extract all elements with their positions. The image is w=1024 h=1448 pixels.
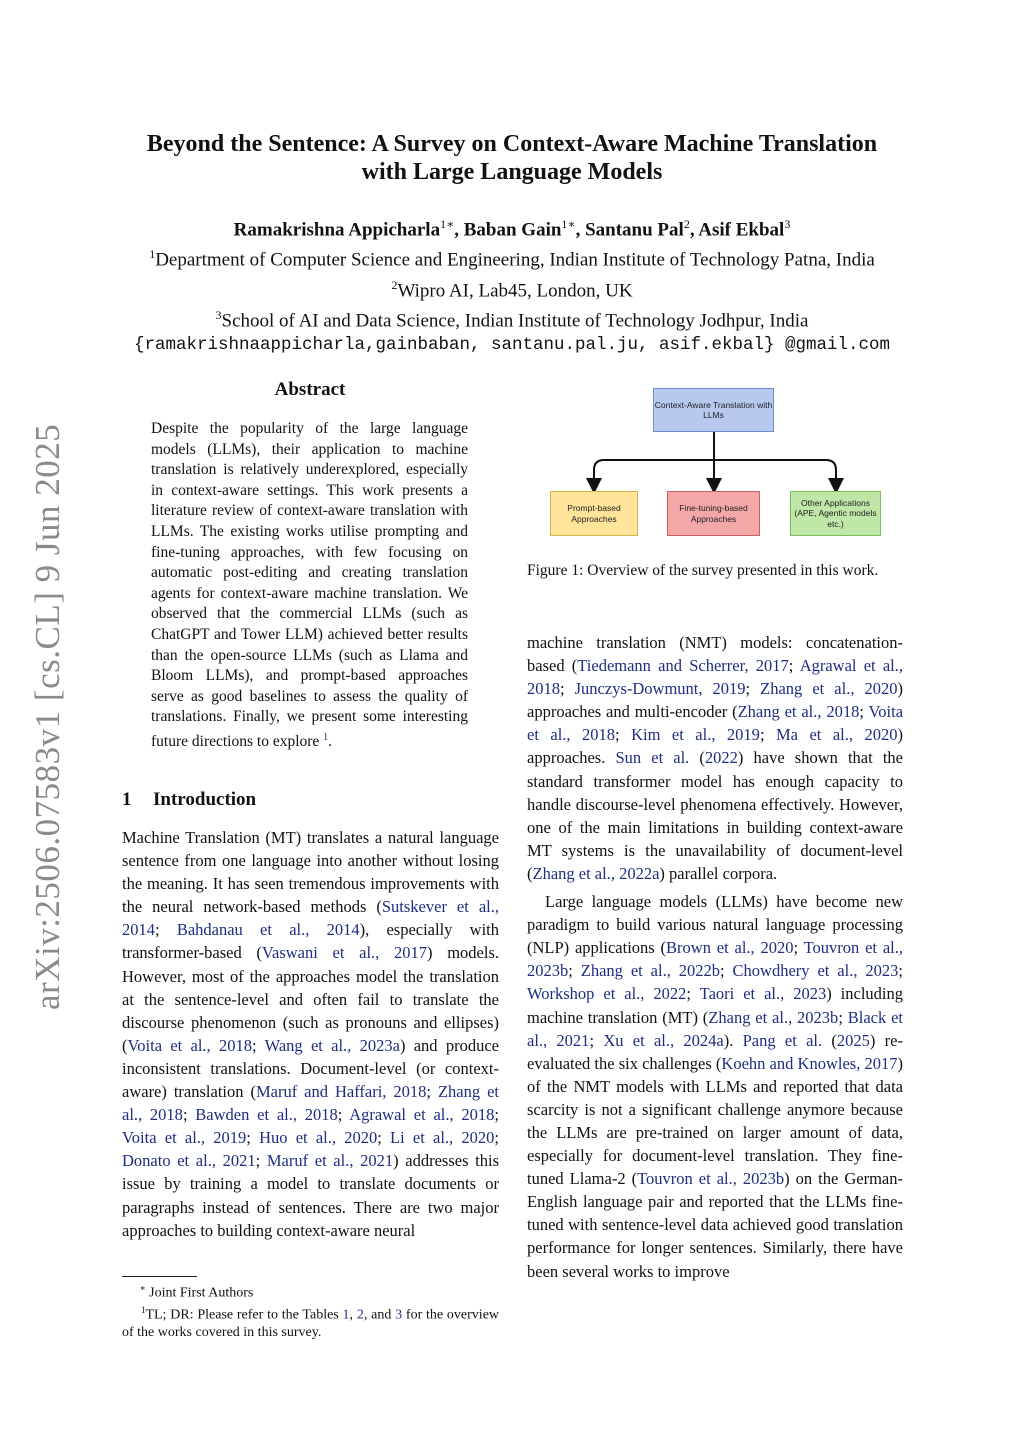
abstract-text: Despite the popularity of the large language models (LLMs), their application to machine translation is relatively underexplored, especially in context-aware settings. This work presents a literature review of context-aware translation with LLMs. The existing works utilise prompting and fine-tuning approaches, with few focusing on automatic post-editing and creating translation agents for context-aware machine translation. We observed that the commercial LLMs (such as ChatGPT and Tower LLM) achieved better results than the open-source LLMs (such as Llama and Bloom LLMs), and prompt-based approaches serve as good baselines to assess the quality of translations. Finally, we present some interesting future directions to explore [151,420,468,751]
citation-link[interactable]: Vaswani et al., 2017 [261,943,427,963]
affiliation-3-mark: 3 [215,307,222,322]
author-block [0,212,1024,357]
text: ; [560,679,575,699]
right-column [527,631,903,1283]
citation-link[interactable]: Zhang et al., 2020 [760,679,898,699]
citation-link[interactable]: Kim et al., 2019 [631,725,760,745]
citation-link[interactable]: Chowdhery et al., 2023 [732,961,899,981]
footnote-1-mark: 1 [140,1305,146,1316]
citation-link[interactable]: Sutskever et al., 2014 [122,897,499,940]
arxiv-stamp: arXiv:2506.07583v1 [cs.CL] 9 Jun 2025 [28,423,67,1010]
table-link[interactable]: 2 [356,1307,364,1323]
footnote-ref-1[interactable]: 1 [323,731,329,743]
text: ; [686,984,700,1004]
text: ; [251,1035,265,1055]
title-line-1: Beyond the Sentence: A Survey on Context-Aware Machine Translation [146,131,878,157]
text: ) approaches and multi-encoder ( [527,679,903,722]
citation-link[interactable]: Zhang et al., 2023b [708,1007,839,1027]
author-1-mark: 1∗ [440,217,455,231]
node-other-applications: Other Applications (APE, Agentic models etc.) [790,491,881,536]
affiliation-3-text: School of AI and Data Science, Indian Institute of Technology Jodhpur, India [221,310,809,332]
citation-link[interactable]: Junczys-Dowmunt, 2019 [574,679,746,699]
affiliation-2-text: Wipro AI, Lab45, London, UK [397,279,633,301]
node-fine-tuning-based: Fine-tuning-based Approaches [667,491,760,536]
citation-link[interactable]: Voita et al., 2018 [527,702,904,745]
paper-title [0,130,1024,186]
footnote-star-mark: ∗ [139,1283,146,1293]
text: ) parallel corpora. [659,863,778,883]
citation-link[interactable]: Bawden et al., 2018 [195,1105,338,1125]
footnotes [122,1280,499,1342]
footnote-star [122,1280,499,1302]
citation-link[interactable]: Koehn and Knowles, 2017 [721,1053,898,1073]
text: ; [788,656,800,676]
citation-link[interactable]: Pang et al. [742,1030,823,1050]
text: ) approaches. [527,725,903,768]
title-line-2: with Large Language Models [361,159,663,185]
text: TL; DR: Please refer to the Tables [145,1307,343,1323]
text: ) re-evaluated the six challenges ( [527,1030,903,1073]
text: ; [898,961,903,981]
affiliation-2-mark: 2 [391,277,398,292]
paragraph [527,631,903,885]
citation-link[interactable]: Sun et al. [615,748,690,768]
section-heading [122,789,256,811]
author-1: Ramakrishna Appicharla [233,219,441,241]
footnote-star-text: Joint First Authors [145,1285,254,1301]
table-link[interactable]: 3 [395,1307,403,1323]
affiliation-2 [0,273,1024,303]
text: Machine Translation (MT) translates a natural language sentence from one language into another without losing the meaning. It has seen tremendous improvements with the neural network-based methods ( [122,828,499,917]
affiliation-1 [0,242,1024,272]
text: ; [759,725,776,745]
author-names: Ramakrishna Appicharla$^{1∗}$, Baban Gain$^{1∗}$, Santanu Pal$^2$, Asif Ekbal$^3$ [233,217,791,241]
citation-link[interactable]: Touvron et al., 2023b [527,938,903,981]
author-4: Asif Ekbal [698,219,785,241]
text: ; [377,1128,391,1148]
text: ) including machine translation (MT) ( [527,984,903,1027]
text: ) addresses this issue by training a model to translate documents or paragraphs instead of sentences. There are two major approaches to building context-aware neural [122,1151,499,1240]
author-emails[interactable]: {ramakrishnaappicharla,gainbaban, santanu.pal.ju, asif.ekbal} @gmail.com [133,335,891,356]
affiliation-1-mark: 1 [149,247,156,262]
abstract-end: . [328,733,333,751]
citation-link[interactable]: Li et al., 2020 [390,1128,495,1148]
abstract-body [151,419,468,753]
affiliation-1-text: Department of Computer Science and Engineering, Indian Institute of Technology Patna, India [155,249,875,271]
footnote-divider [122,1276,197,1277]
connector-left [594,460,714,486]
table-link[interactable]: 1 [342,1307,350,1323]
citation-link[interactable]: Donato et al., 2021 [122,1151,256,1171]
text: machine translation (NMT) models: concatenation-based ( [527,633,903,676]
intro-paragraph [122,826,499,1242]
citation-link[interactable]: Taori et al., 2023 [699,984,827,1004]
text: ; [859,702,869,722]
text: ; [494,1105,499,1125]
text: ; [155,920,177,940]
section-title: Introduction [153,789,257,810]
citation-link[interactable]: Tiedemann and Scherrer, 2017 [577,656,789,676]
text: ; [337,1105,350,1125]
citation-link[interactable]: Agrawal et al., 2018 [349,1105,495,1125]
citation-link[interactable]: Maruf and Haffari, 2018 [255,1082,427,1102]
text: ; [246,1128,260,1148]
citation-link[interactable]: Voita et al., 2019 [122,1128,247,1148]
text: ; [589,1030,604,1050]
author-2-mark: 1∗ [561,217,576,231]
citation-link[interactable]: Zhang et al., 2022a [532,863,660,883]
text: ; [615,725,632,745]
paragraph [527,890,903,1283]
text: ; [793,938,804,958]
author-3: Santanu Pal [585,219,684,241]
author-2: Baban Gain [463,219,562,241]
connector-right [714,460,836,486]
citation-link[interactable]: Xu et al., 2024a [603,1030,724,1050]
affiliation-3 [0,303,1024,333]
citation-link[interactable]: Maruf et al., 2021 [266,1151,394,1171]
citation-link[interactable]: Ma et al., 2020 [776,725,898,745]
text: Large language models (LLMs) have become new paradigm to build various natural language processing (NLP) applications ( [527,892,903,958]
citation-link[interactable]: Brown et al., 2020 [666,938,794,958]
text: ), especially with transformer-based ( [122,920,499,963]
figure-caption: Figure 1: Overview of the survey presented in this work. [527,562,879,579]
citation-link[interactable]: Workshop et al., 2022 [527,984,687,1004]
footnote-1 [122,1302,499,1342]
text: ; [568,961,581,981]
citation-link[interactable]: Wang et al., 2023a [264,1035,400,1055]
text: ; [745,679,761,699]
text: , and [363,1307,396,1323]
citation-link[interactable]: 2022 [704,748,738,768]
citation-link[interactable]: Black et al., 2021 [527,1007,903,1050]
citation-link[interactable]: Zhang et al., 2022b [580,961,721,981]
text: , [349,1307,357,1323]
citation-link[interactable]: Zhang et al., 2018 [122,1082,499,1125]
figure-1 [540,380,910,580]
text: for the overview of the works covered in this survey. [122,1307,500,1341]
node-context-aware-translation: Context-Aware Translation with LLMs [653,388,774,432]
text: ) have shown that the standard transformer model has enough capacity to handle discourse-level phenomena effectively. However, one of the main limitations in building context-aware MT systems is the unavailability of document-level ( [527,748,903,883]
text: ; [494,1128,499,1148]
text: ). [723,1030,743,1050]
node-prompt-based: Prompt-based Approaches [550,491,638,536]
citation-link[interactable]: 2025 [836,1030,870,1050]
text: ; [182,1105,196,1125]
author-4-mark: 3 [784,217,791,231]
text: ; [426,1082,438,1102]
text: ; [255,1151,267,1171]
section-number: 1 [122,789,132,810]
citation-link[interactable]: Zhang et al., 2018 [737,702,860,722]
text: ) on the German-English language pair and reported that the LLMs fine-tuned with sentence-level data achieved good translation performance for longer sentences. Similarly, there have been several works to improve [527,1169,903,1281]
text: ; [838,1007,848,1027]
citation-link[interactable]: Huo et al., 2020 [259,1128,378,1148]
text: ) and produce inconsistent translations. Document-level (or context-aware) translation ( [122,1035,499,1102]
author-3-mark: 2 [683,217,690,231]
text: ; [720,961,733,981]
citation-link[interactable]: Agrawal et al., 2018 [527,656,904,699]
citation-link[interactable]: Bahdanau et al., 2014 [176,920,360,940]
citation-link[interactable]: Touvron et al., 2023b [637,1169,785,1189]
text: ( [689,748,705,768]
abstract-heading: Abstract [274,379,346,400]
text: ) of the NMT models with LLMs and reported that data scarcity is not a significant challenge anymore because the LLMs are pre-trained on larger amount of data, especially for document-level translation. They fine-tuned Llama-2 ( [527,1053,903,1189]
citation-link[interactable]: Voita et al., 2018 [127,1035,252,1055]
text: ) models. However, most of the approaches model the translation at the sentence-level and often fail to translate the discourse phenomenon (such as pronouns and ellipses) ( [122,943,499,1055]
text: ( [822,1030,837,1050]
